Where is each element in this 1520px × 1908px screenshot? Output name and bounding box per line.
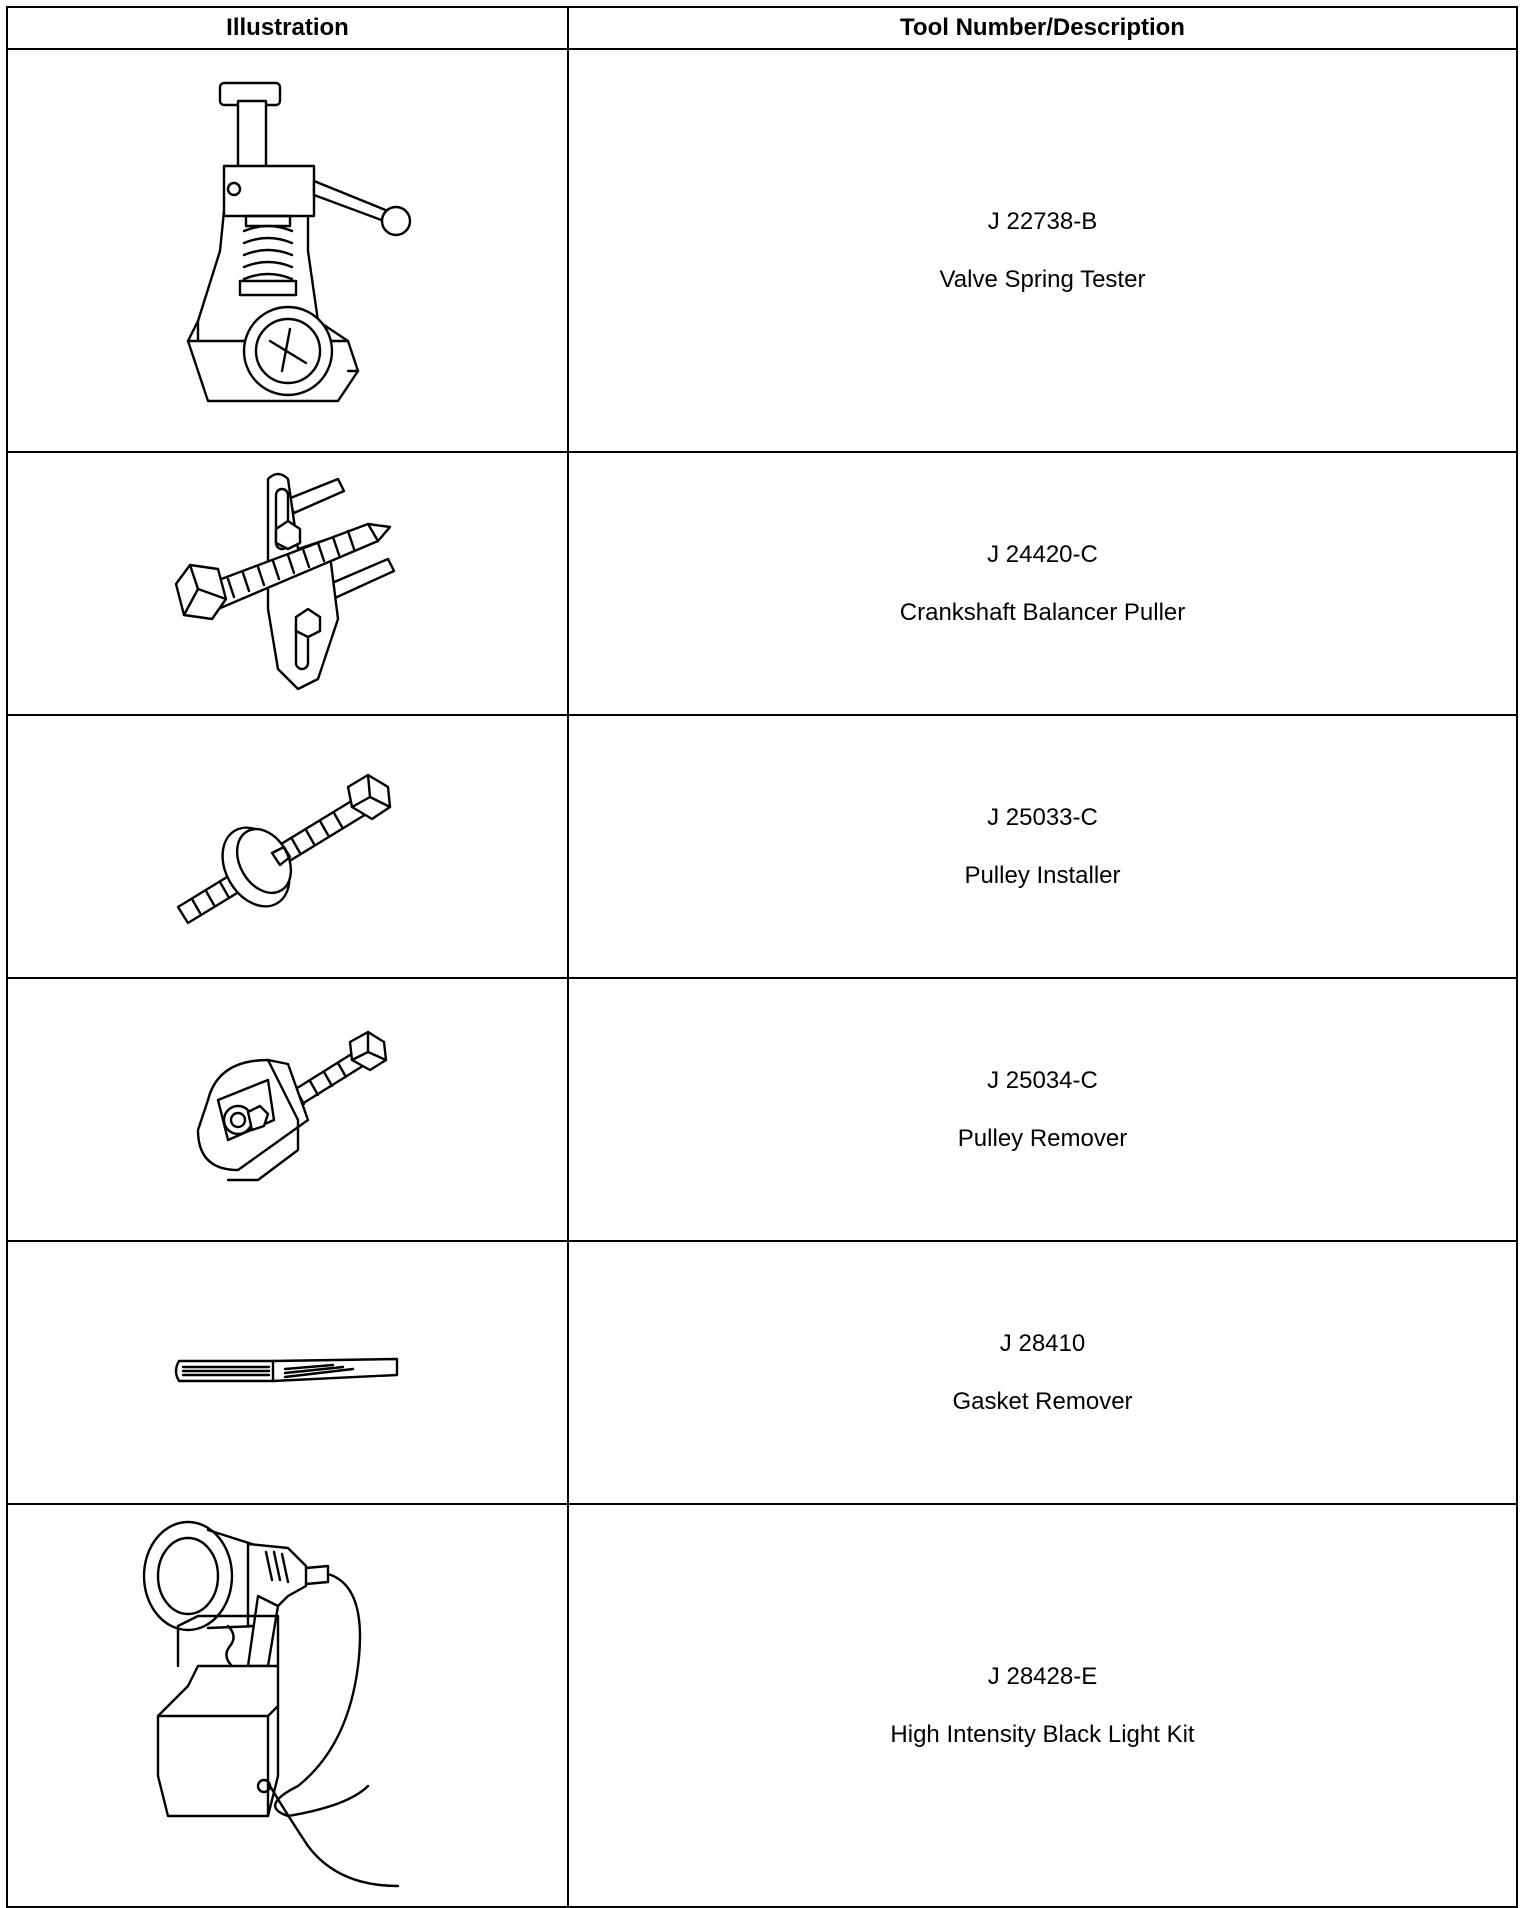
illustration-cell [7,452,568,715]
tool-description-cell [568,978,1517,1241]
tool-description: High Intensity Black Light Kit [890,1720,1195,1748]
illustration-cell [7,978,568,1241]
illustration-cell [7,49,568,452]
special-tools-table [6,6,1518,1908]
tool-description: Crankshaft Balancer Puller [899,598,1186,626]
header-tool-number-description: Tool Number/Description [568,7,1517,49]
tool-description-cell [568,49,1517,452]
pulley-installer-icon [168,757,408,937]
table-row [7,452,1517,715]
table-row [7,49,1517,452]
table-row [7,1241,1517,1504]
illustration-cell [7,1241,568,1504]
tool-number: J 22738-B [987,208,1098,236]
crankshaft-balancer-puller-icon [168,469,408,699]
table-row [7,715,1517,978]
illustration-cell [7,715,568,978]
pulley-remover-icon [178,1020,398,1200]
table-header-row [7,7,1517,49]
tool-description: Pulley Remover [957,1124,1128,1152]
tool-number: J 28410 [999,1330,1086,1358]
illustration-cell [7,1504,568,1907]
header-illustration: Illustration [7,7,568,49]
black-light-kit-icon [138,1516,438,1896]
tool-description-cell [568,1241,1517,1504]
tool-description-cell [568,1504,1517,1907]
tool-description-cell [568,715,1517,978]
gasket-remover-icon [173,1343,403,1403]
valve-spring-tester-icon [158,71,418,431]
tool-description: Pulley Installer [964,861,1121,889]
tool-number: J 24420-C [987,541,1098,569]
tool-description: Gasket Remover [952,1387,1133,1415]
tool-description: Valve Spring Tester [939,265,1146,293]
table-row [7,978,1517,1241]
tool-description-cell [568,452,1517,715]
tool-number: J 25034-C [987,1067,1098,1095]
tool-number: J 25033-C [987,804,1098,832]
table-row [7,1504,1517,1907]
tool-number: J 28428-E [987,1663,1098,1691]
